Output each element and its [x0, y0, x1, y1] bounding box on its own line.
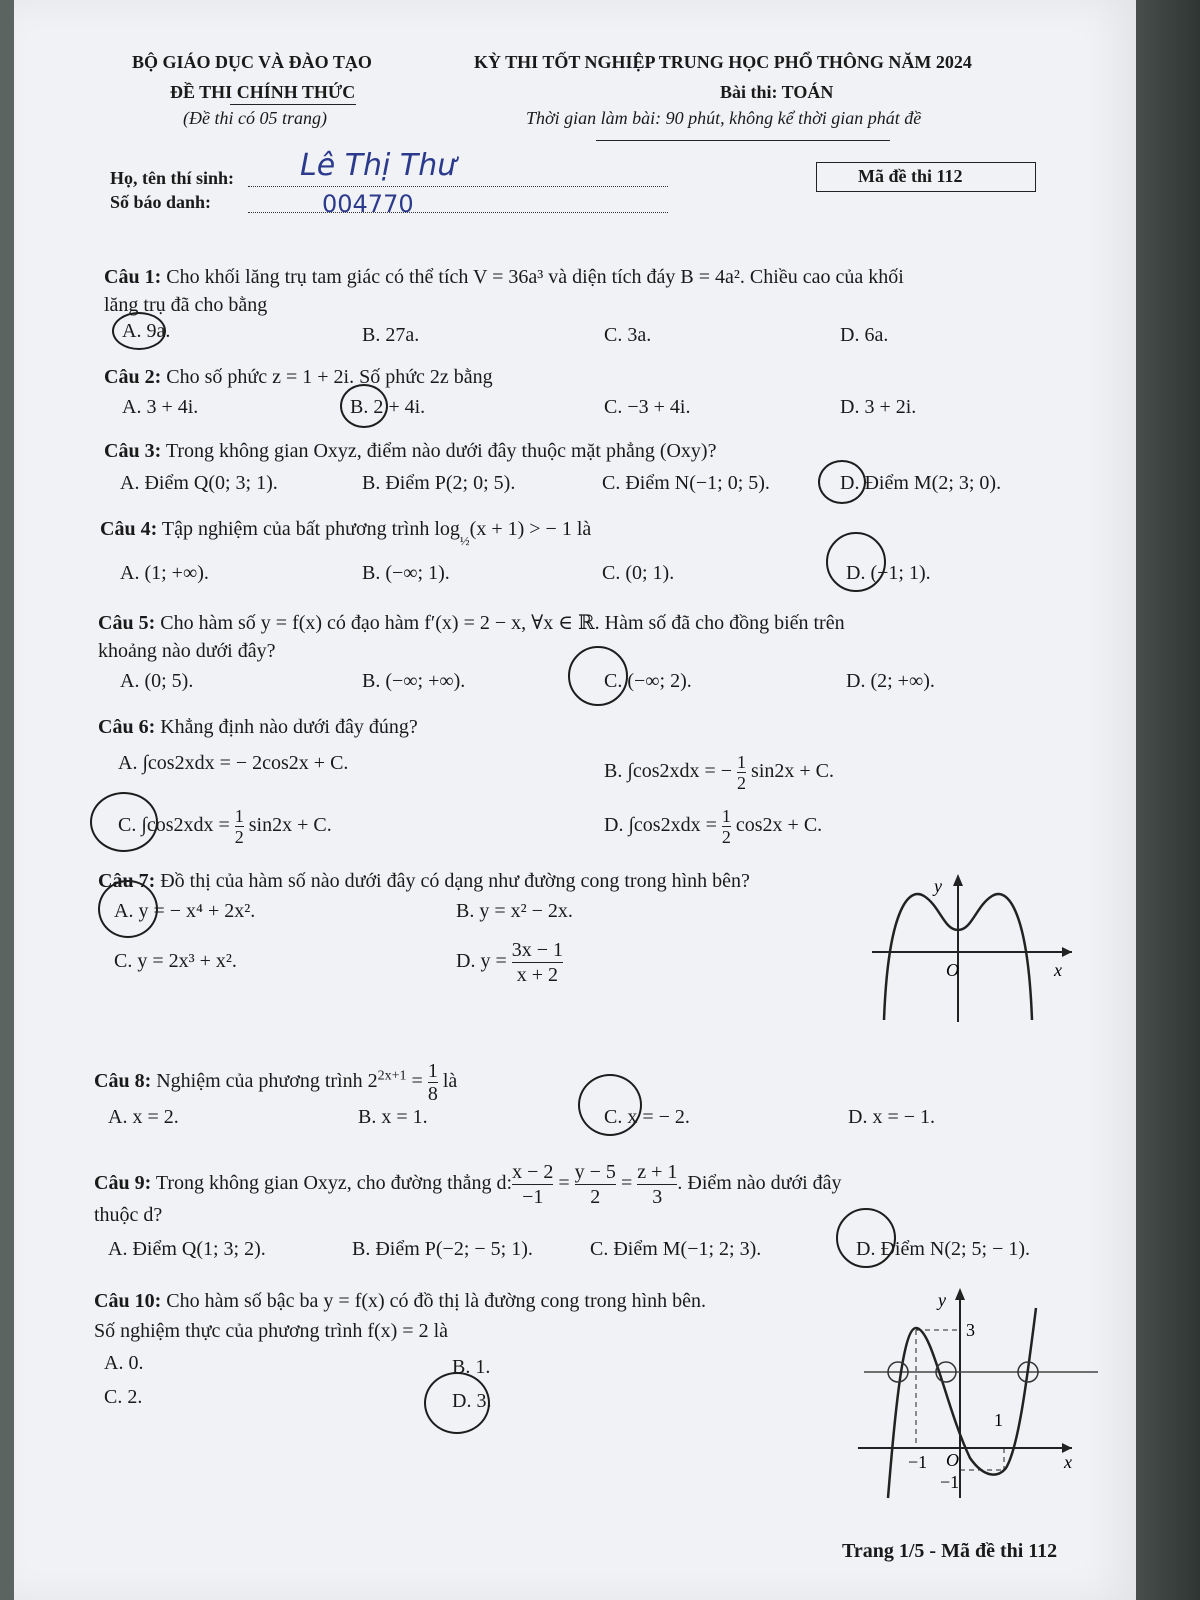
q3-option-a[interactable]: A. Điểm Q(0; 3; 1). — [120, 472, 278, 494]
q10-tick-m1x: −1 — [908, 1452, 928, 1472]
q10-x-label: x — [1064, 1452, 1072, 1472]
time-note: Thời gian làm bài: 90 phút, không kể thời gian phát đề — [526, 108, 922, 128]
q7-option-a[interactable]: A. y = − x⁴ + 2x². — [114, 900, 256, 922]
q10-tick-m1y: −1 — [940, 1472, 960, 1492]
official-label: ĐỀ THI CHÍNH THỨC — [170, 82, 356, 102]
answer-circle — [90, 792, 158, 852]
q9-option-b[interactable]: B. Điểm P(−2; − 5; 1). — [352, 1238, 533, 1260]
q10-tick-3: 3 — [966, 1320, 975, 1340]
id-label: Số báo danh: — [110, 192, 212, 212]
q7-option-b[interactable]: B. y = x² − 2x. — [456, 900, 573, 922]
question-10: Câu 10: Cho hàm số bậc ba y = f(x) có đồ thị là đường cong trong hình bên. — [94, 1290, 707, 1312]
header-rule-left — [230, 104, 356, 105]
q4-option-a[interactable]: A. (1; +∞). — [120, 562, 209, 584]
id-handwritten: 004770 — [322, 190, 414, 218]
q4-option-c[interactable]: C. (0; 1). — [602, 562, 675, 584]
name-label: Họ, tên thí sinh: — [110, 168, 235, 188]
answer-circle — [340, 384, 388, 428]
q2-option-b[interactable]: B. 2 + 4i. — [350, 396, 426, 418]
question-9-line2: thuộc d? — [94, 1204, 163, 1226]
q6-option-a[interactable]: A. ∫cos2xdx = − 2cos2x + C. — [118, 752, 349, 774]
q1-option-b[interactable]: B. 27a. — [362, 324, 420, 346]
answer-circle — [98, 880, 158, 938]
q10-origin: O — [946, 1450, 959, 1470]
code-text: Mã đề thi 112 — [858, 166, 963, 186]
q10-y-label: y — [938, 1290, 946, 1310]
header-rule-right — [596, 140, 890, 141]
q10-tick-1: 1 — [994, 1410, 1003, 1430]
q7-y-label: y — [934, 876, 942, 896]
q5-option-b[interactable]: B. (−∞; +∞). — [362, 670, 466, 692]
q6-option-d[interactable]: D. $\int\cos 2xdx = \frac{1}{2}$ cos2x + C. — [604, 806, 823, 847]
q1-option-a[interactable]: A. 9a. — [122, 320, 171, 342]
q7-origin: O — [946, 960, 959, 980]
answer-circle — [424, 1372, 490, 1434]
question-10-line2: Số nghiệm thực của phương trình f(x) = 2 là — [94, 1320, 449, 1342]
q8-option-d[interactable]: D. x = − 1. — [848, 1106, 936, 1128]
q5-option-a[interactable]: A. (0; 5). — [120, 670, 194, 692]
q3-option-d[interactable]: D. Điểm M(2; 3; 0). — [840, 472, 1002, 494]
q5-option-d[interactable]: D. (2; +∞). — [846, 670, 935, 692]
question-2: Câu 2: Cho số phức z = 1 + 2i. Số phức 2z bằng — [104, 366, 493, 388]
q10-option-b[interactable]: B. 1. — [452, 1356, 491, 1378]
q7-option-c[interactable]: C. y = 2x³ + x². — [114, 950, 237, 972]
q6-option-b[interactable]: B. ∫cos2xdx = − $\frac{1}{2}$ sin2x + C. — [604, 752, 835, 793]
q3-option-c[interactable]: C. Điểm N(−1; 0; 5). — [602, 472, 770, 494]
q4-option-b[interactable]: B. (−∞; 1). — [362, 562, 450, 584]
q7-option-d[interactable]: D. $y = \frac{3x - 1}{x + 2}$ — [456, 939, 564, 986]
question-5: Câu 5: Cho hàm số y = f(x) có đạo hàm f′(x) = 2 − x, ∀x ∈ ℝ. Hàm số đã cho đồng biến trên — [98, 612, 845, 634]
question-5-line2: khoảng nào dưới đây? — [98, 640, 276, 662]
q10-graph — [858, 1288, 1098, 1500]
exam-title: KỲ THI TỐT NGHIỆP TRUNG HỌC PHỔ THÔNG NĂM 2024 — [474, 52, 972, 72]
q2-option-d[interactable]: D. 3 + 2i. — [840, 396, 917, 418]
answer-circle — [578, 1074, 642, 1136]
question-8: Câu 8: Nghiệm của phương trình $2^{2x+1} = \frac{1}{8}$ là — [94, 1060, 458, 1105]
q2-option-a[interactable]: A. 3 + 4i. — [122, 396, 199, 418]
q1-option-d[interactable]: D. 6a. — [840, 324, 889, 346]
page-footer: Trang 1/5 - Mã đề thi 112 — [842, 1540, 1058, 1562]
q10-option-d[interactable]: D. 3. — [452, 1390, 492, 1412]
answer-circle — [836, 1208, 896, 1268]
q4-option-d[interactable]: D. (−1; 1). — [846, 562, 931, 584]
q9-option-a[interactable]: A. Điểm Q(1; 3; 2). — [108, 1238, 266, 1260]
q7-x-label: x — [1054, 960, 1062, 980]
q9-option-c[interactable]: C. Điểm M(−1; 2; 3). — [590, 1238, 762, 1260]
question-1-line2: lăng trụ đã cho bằng — [104, 294, 268, 316]
question-6: Câu 6: Khẳng định nào dưới đây đúng? — [98, 716, 418, 738]
q5-option-c[interactable]: C. (−∞; 2). — [604, 670, 692, 692]
q1-option-c[interactable]: C. 3a. — [604, 324, 652, 346]
answer-circle — [826, 532, 886, 592]
q8-option-b[interactable]: B. x = 1. — [358, 1106, 428, 1128]
question-4: Câu 4: Tập nghiệm của bất phương trình $\log_{\frac{1}{2}}(x + 1)$ > − 1 là — [100, 518, 592, 548]
answer-circle — [112, 312, 166, 350]
background-right — [1128, 0, 1200, 1600]
answer-circle — [568, 646, 628, 706]
q7-graph — [872, 872, 1082, 1024]
q9-option-d[interactable]: D. Điểm N(2; 5; − 1). — [856, 1238, 1031, 1260]
name-handwritten: Lê Thị Thư — [300, 148, 457, 183]
q6-option-c[interactable]: C. $\int\cos 2xdx = \frac{1}{2}$ sin2x + C. — [118, 806, 332, 847]
question-1: Câu 1: Cho khối lăng trụ tam giác có thể tích V = 36a³ và diện tích đáy B = 4a². Chiều cao của khối — [104, 266, 904, 288]
subject-label: Bài thi: TOÁN — [720, 82, 834, 102]
q2-option-c[interactable]: C. −3 + 4i. — [604, 396, 691, 418]
ministry-title: BỘ GIÁO DỤC VÀ ĐÀO TẠO — [132, 52, 372, 72]
q10-option-c[interactable]: C. 2. — [104, 1386, 143, 1408]
question-9: Câu 9: Trong không gian Oxyz, cho đường thẳng $d:\frac{x - 2}{-1}$ = $\frac{y - 5}{2}$ = $\frac{z + 1}{3}$ . Điểm nào dưới đây — [94, 1161, 842, 1208]
question-3: Câu 3: Trong không gian Oxyz, điểm nào dưới đây thuộc mặt phẳng (Oxy)? — [104, 440, 717, 462]
q8-option-c[interactable]: C. x = − 2. — [604, 1106, 690, 1128]
answer-circle — [818, 460, 866, 504]
question-7: Câu 7: Đồ thị của hàm số nào dưới đây có dạng như đường cong trong hình bên? — [98, 870, 750, 892]
pages-note: (Đề thi có 05 trang) — [183, 108, 327, 128]
q7-y-arrow — [953, 874, 963, 886]
q8-option-a[interactable]: A. x = 2. — [108, 1106, 179, 1128]
q7-x-arrow — [1062, 947, 1072, 957]
q10-y-arrow — [955, 1288, 965, 1300]
q3-option-b[interactable]: B. Điểm P(2; 0; 5). — [362, 472, 516, 494]
q10-option-a[interactable]: A. 0. — [104, 1352, 144, 1374]
